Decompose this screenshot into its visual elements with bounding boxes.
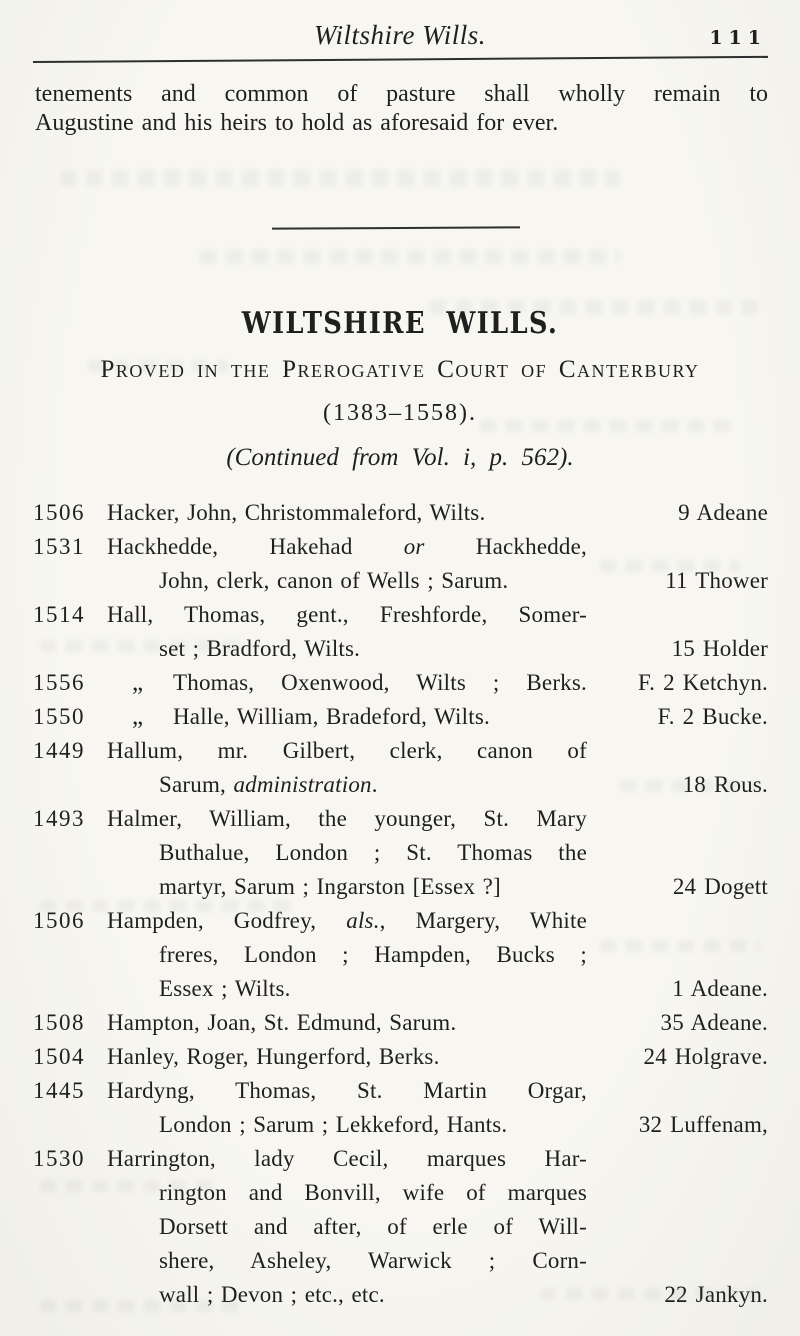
entry-year: 1504 (33, 1044, 85, 1069)
entry-text: Hackhedde, Hakehad or Hackhedde, (107, 534, 587, 559)
entry-folio-reference: 1 Adeane. (672, 976, 768, 1001)
entry-year: 1556 (33, 670, 85, 695)
wills-index-list (33, 496, 768, 1312)
entry-text: Essex ; Wilts. (159, 976, 291, 1001)
entry-line (33, 768, 768, 802)
entry-folio-reference: 11 Thower (665, 568, 768, 593)
entry-line (33, 496, 768, 530)
entry-folio-reference: 24 Holgrave. (643, 1044, 768, 1069)
section-date-range: (1383–1558). (323, 400, 477, 426)
running-header-title: Wiltshire Wills. (313, 20, 487, 50)
section-continuation-note: (Continued from Vol. i, p. 562). (226, 444, 574, 471)
entry-text: Hampden, Godfrey, als., Margery, White (107, 908, 587, 933)
entry-line (33, 1210, 768, 1244)
entry-year: 1530 (33, 1146, 85, 1171)
entry-line (33, 1176, 768, 1210)
entry-line (33, 836, 768, 870)
intro-line: Augustine and his heirs to hold as aforesaid for ever. (35, 110, 559, 136)
entry-line (33, 904, 768, 938)
entry-text: Hardyng, Thomas, St. Martin Orgar, (107, 1078, 587, 1103)
entry-line (33, 1142, 768, 1176)
entry-text: freres, London ; Hampden, Bucks ; (159, 942, 587, 967)
entry-year: 1506 (33, 908, 85, 933)
intro-line: tenements and common of pasture shall wholly remain to (35, 81, 768, 107)
entry-line (33, 938, 768, 972)
entry-line (33, 1244, 768, 1278)
entry-text: Hallum, mr. Gilbert, clerk, canon of (107, 738, 587, 763)
entry-folio-reference: 24 Dogett (672, 874, 768, 899)
entry-folio-reference: 15 Holder (671, 636, 768, 661)
entry-text: „ Halle, William, Bradeford, Wilts. (107, 700, 587, 734)
entry-folio-reference: 32 Luffenam, (638, 1112, 768, 1137)
entry-line (33, 1040, 768, 1074)
entry-line (33, 598, 768, 632)
bleedthrough-smudge (60, 170, 620, 186)
section-title-text: WILTSHIRE WILLS. (241, 306, 559, 341)
entry-folio-reference: 18 Rous. (682, 772, 768, 797)
entry-folio-reference: F. 2 Ketchyn. (638, 670, 768, 695)
entry-year: 1445 (33, 1078, 85, 1103)
entry-line (33, 1006, 768, 1040)
entry-year: 1514 (33, 602, 85, 627)
entry-line (33, 1278, 768, 1312)
entry-folio-reference: 22 Jankyn. (664, 1282, 768, 1307)
entry-line (33, 734, 768, 768)
intro-paragraph (35, 80, 768, 138)
entry-year: 1493 (33, 806, 85, 831)
entry-line (33, 530, 768, 564)
entry-text: John, clerk, canon of Wells ; Sarum. (159, 568, 509, 593)
entry-text: „ Thomas, Oxenwood, Wilts ; Berks. (107, 666, 587, 700)
ditto-mark: „ (132, 703, 144, 730)
entry-folio-reference: 9 Adeane (678, 500, 768, 525)
entry-text: wall ; Devon ; etc., etc. (159, 1282, 385, 1307)
entry-text: martyr, Sarum ; Ingarston [Essex ?] (159, 874, 501, 899)
entry-text: Hanley, Roger, Hungerford, Berks. (107, 1044, 440, 1069)
entry-line (33, 972, 768, 1006)
entry-text: Buthalue, London ; St. Thomas the (159, 840, 587, 865)
bleedthrough-smudge (200, 250, 620, 264)
entry-text: Hall, Thomas, gent., Freshforde, Somer- (107, 602, 587, 627)
entry-line (33, 1108, 768, 1142)
entry-line (33, 666, 768, 700)
entry-folio-reference: F. 2 Bucke. (657, 704, 768, 729)
entry-line (33, 802, 768, 836)
entry-line (33, 564, 768, 598)
entry-text: Halmer, William, the younger, St. Mary (107, 806, 587, 831)
entry-year: 1449 (33, 738, 85, 763)
section-divider-rule (272, 226, 520, 229)
entry-line (33, 1074, 768, 1108)
ditto-mark: „ (132, 669, 144, 696)
entry-line (33, 870, 768, 904)
entry-year: 1506 (33, 500, 85, 525)
entry-text: Hampton, Joan, St. Edmund, Sarum. (107, 1010, 457, 1035)
entry-folio-reference: 35 Adeane. (660, 1010, 768, 1035)
entry-text: London ; Sarum ; Lekkeford, Hants. (159, 1112, 508, 1137)
entry-text: Hacker, John, Christommaleford, Wilts. (107, 500, 486, 525)
section-subtitle: Proved in the Prerogative Court of Canterbury (100, 356, 700, 383)
section-title (0, 306, 800, 341)
entry-year: 1508 (33, 1010, 85, 1035)
entry-text: Dorsett and after, of erle of Will- (159, 1214, 587, 1239)
entry-line (33, 700, 768, 734)
page-number: 111 (709, 27, 767, 49)
entry-year: 1550 (33, 704, 85, 729)
entry-text: shere, Asheley, Warwick ; Corn- (159, 1248, 587, 1273)
entry-text: Sarum, administration. (159, 772, 378, 797)
entry-text: set ; Bradford, Wilts. (159, 636, 361, 661)
entry-text: Harrington, lady Cecil, marques Har- (107, 1146, 587, 1171)
entry-text: rington and Bonvill, wife of marques (159, 1180, 587, 1205)
header-rule (33, 56, 768, 63)
entry-line (33, 632, 768, 666)
entry-year: 1531 (33, 534, 85, 559)
